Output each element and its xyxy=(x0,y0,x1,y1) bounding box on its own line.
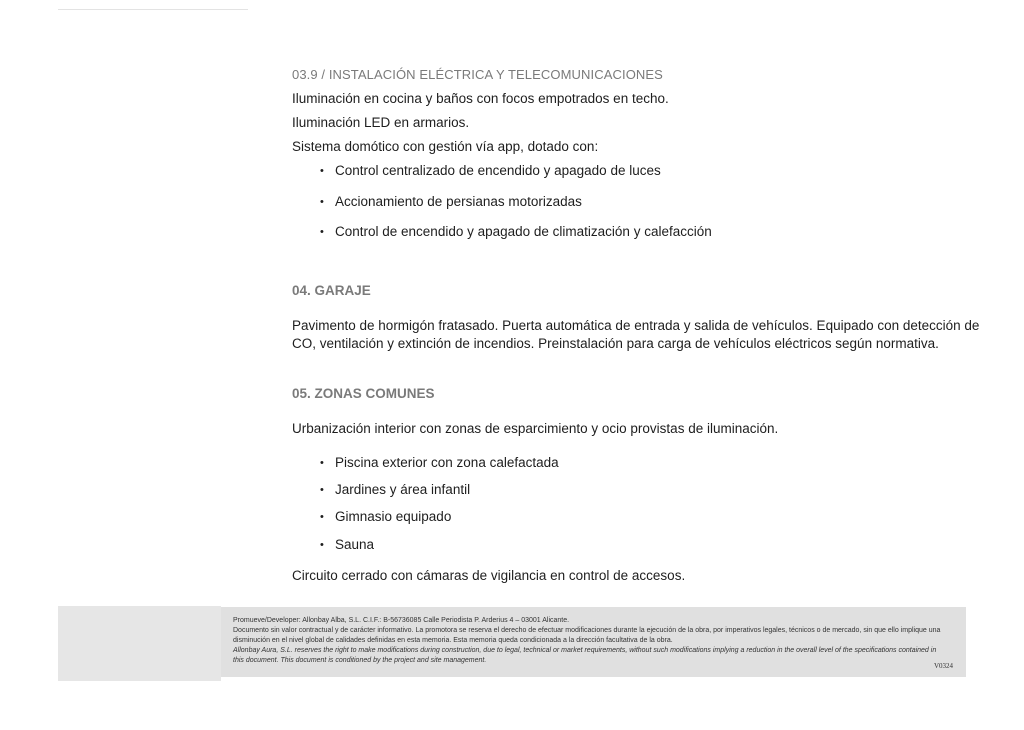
list-item: • Jardines y área infantil xyxy=(292,481,892,499)
footer xyxy=(221,607,966,677)
garage-text: Pavimento de hormigón fratasado. Puerta automática de entrada y salida de vehículos. Equipado con detección de CO, ventilación y extinción de incendios. Preinstalación para carga de vehículos eléctricos según normativa. xyxy=(292,318,980,351)
domotic-features-list xyxy=(292,162,972,241)
list-item: • Sauna xyxy=(292,536,892,554)
footer-disclaimer-es: Documento sin valor contractual y de carácter informativo. La promotora se reserva el derecho de efectuar modificaciones durante la ejecución de la obra, por imperativos legales, técnicos o de mercado, sin que ello implique una disminución en el nivel global de calidades definidas en esta memoria. Esta memoria queda condicionada a la dirección facultativa de la obra. xyxy=(233,627,941,644)
top-divider xyxy=(58,9,248,10)
garage-title: 04. GARAJE xyxy=(292,283,371,298)
common-areas-intro: Urbanización interior con zonas de esparcimiento y ocio provistas de iluminación. xyxy=(292,421,779,436)
electrical-section xyxy=(292,66,972,254)
footer-legal-text xyxy=(233,616,948,666)
common-areas-outro: Circuito cerrado con cámaras de vigilancia en control de accesos. xyxy=(292,568,686,583)
paragraph: Iluminación en cocina y baños con focos empotrados en techo. xyxy=(292,91,669,106)
common-areas-title: 05. ZONAS COMUNES xyxy=(292,386,435,401)
list-item: • Gimnasio equipado xyxy=(292,508,892,526)
common-areas-list xyxy=(292,454,892,563)
paragraph: Iluminación LED en armarios. xyxy=(292,115,470,130)
paragraph: Sistema domótico con gestión vía app, dotado con: xyxy=(292,139,599,154)
footer-side-block xyxy=(58,606,221,681)
version-label: V0324 xyxy=(933,662,953,670)
electrical-heading: 03.9 / INSTALACIÓN ELÉCTRICA Y TELECOMUNICACIONES xyxy=(292,67,663,82)
list-item: • Control centralizado de encendido y apagado de luces xyxy=(292,162,972,180)
footer-promoter: Promueve/Developer: Allonbay Alba, S.L. C.I.F.: B-56736085 Calle Periodista P. Arderius 4 – 03001 Alicante. xyxy=(233,617,570,624)
footer-disclaimer-en: Allonbay Aura, S.L. reserves the right to make modifications during construction, due to legal, technical or market requirements, without such modifications implying a reduction in the overall level of the specifications contained in this document. This document is conditioned by the project and site management. xyxy=(233,647,937,664)
list-item: • Control de encendido y apagado de climatización y calefacción xyxy=(292,223,972,241)
list-item: • Piscina exterior con zona calefactada xyxy=(292,454,892,472)
list-item: • Accionamiento de persianas motorizadas xyxy=(292,193,972,211)
